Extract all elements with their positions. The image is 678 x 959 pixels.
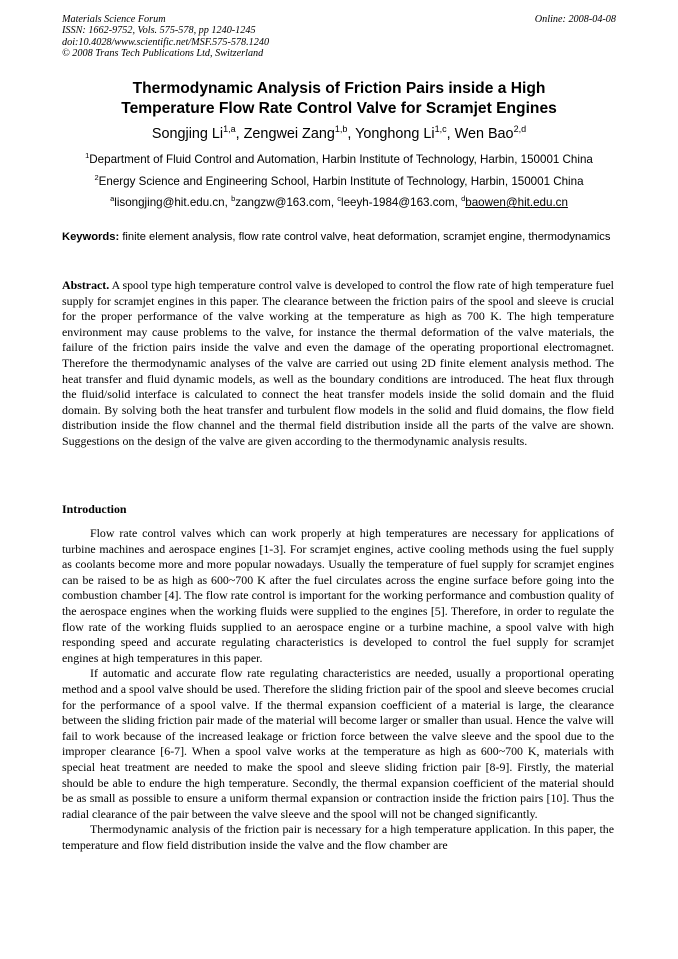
doi-line[interactable]: doi:10.4028/www.scientific.net/MSF.575-578.1240 (62, 36, 270, 48)
title-line-2: Temperature Flow Rate Control Valve for Scramjet Engines (121, 99, 557, 117)
issn-line: ISSN: 1662-9752, Vols. 575-578, pp 1240-1245 (62, 25, 256, 37)
online-date: Online: 2008-04-08 (534, 14, 616, 25)
introduction-body (62, 526, 614, 853)
author-name: Zengwei Zang (243, 126, 335, 142)
email-sup: a (110, 194, 115, 204)
abstract-label: Abstract. (62, 278, 110, 292)
email-line: $^a$lisongjing@hit.edu.cn, $^b$zangzw@163.com, $^c$leeyh-1984@163.com, $^d$baowen@hit.edu.cn (110, 194, 568, 209)
email-c: leeyh-1984@163.com (341, 196, 455, 209)
paragraph: Flow rate control valves which can work properly at high temperatures are necessary for applications of turbine machines and aerospace engines [1-3]. For scramjet engines, active cooling methods using the fuel supply as coolants become more and more popular nowadays. Usually the temperature of fuel supply for scramjet engines can be raised to be as high as 600~700 K after the fuel circulates across the engine surface before going into the combustion chamber [4]. The flow rate control is important for the working performance and combustion quality of the aerospace engines when the working fluids were supplied to the engines [5]. Therefore, in order to regulate the flow rate of the working fluids supplied to an aerospace engine or a turbine machine, a spool valve with high responding speed and accurate regulating characteristics is developed to control the fuel supply for scramjet engines at high temperatures in this paper. (62, 526, 614, 665)
email-a: lisongjing@hit.edu.cn (114, 196, 225, 209)
author-sup: 2,d (513, 123, 527, 134)
keywords-block (62, 231, 614, 245)
journal-header (62, 14, 269, 59)
email-sup: d (461, 194, 466, 204)
paragraph: Thermodynamic analysis of the friction pair is necessary for a high temperature application. In this paper, the temperature and flow field distribution inside the valve and the flow chamber are (62, 822, 614, 852)
abstract-text: A spool type high temperature control valve is developed to control the flow rate of high temperature fuel supply for scramjet engines in this paper. The clearance between the friction pairs of the spool and sleeve is crucial for the proper performance of the valve working at the temperature as high as 700 K. The high temperature environment may cause problems to the valve, for instance the thermal deformation of the valve materials, the failure of the friction pairs inside the valve and even the damage of the operating proportional electromagnet. Therefore the thermodynamic analyses of the valve are carried out using 2D finite element analysis method. The heat transfer and fluid dynamic models, as well as the boundary conditions are introduced. The heat flux through the fluid/solid interface is calculated to connect the heat transfer models inside the solid domain and the fluid domain. By solving both the heat transfer and turbulent flow models in the solid and fluid domains, the flow field distribution inside the flow channel and the thermal field distribution inside all the parts of the valve are shown. Suggestions on the design of the valve are given according to the thermodynamic analysis results. (62, 278, 614, 448)
affiliation-1 (60, 153, 618, 167)
author-sup: 1,c (434, 123, 447, 134)
affiliation-text: Department of Fluid Control and Automation, Harbin Institute of Technology, Harbin, 150001 China (89, 153, 593, 166)
title-line-1: Thermodynamic Analysis of Friction Pairs inside a High (132, 80, 546, 97)
affiliation-sup: 1 (85, 151, 90, 161)
affiliation-2 (60, 175, 618, 189)
introduction-heading: Introduction (62, 502, 127, 516)
email-d-link[interactable]: baowen@hit.edu.cn (465, 196, 568, 209)
author-name: Songjing Li (151, 126, 224, 142)
author-name: Wen Bao (454, 126, 514, 142)
affiliation-text: Energy Science and Engineering School, Harbin Institute of Technology, Harbin, 150001 China (98, 175, 584, 188)
keywords-label: Keywords: (62, 231, 120, 243)
author-sup: 1,b (334, 123, 348, 134)
email-b: zangzw@163.com (235, 196, 331, 209)
keywords-text: finite element analysis, flow rate control valve, heat deformation, scramjet engine, thermodynamics (122, 231, 611, 243)
author-list: Songjing Li$^{1,a}$, Zengwei Zang$^{1,b}$, Yonghong Li$^{1,c}$, Wen Bao$^{2,d}$ (151, 123, 527, 142)
abstract-block (62, 278, 614, 450)
journal-name: Materials Science Forum (62, 14, 166, 25)
affiliation-sup: 2 (94, 173, 99, 183)
paragraph: If automatic and accurate flow rate regulating characteristics are needed, usually a proportional operating method and a spool valve should be used. Therefore the sliding friction pair of the spool and sleeve becomes crucial for the performance of a spool valve. If the thermal expansion coefficient of a material is large, the clearance between the sliding friction pair made of the material will become larger or smaller than usual. Hence the valve will fail to work because of the increased leakage or friction force between the valve sleeve and the spool due to the improper clearance [6-7]. When a spool valve works at the temperature as high as 600~700 K, materials with special heat treatment are needed to make the spool and sleeve sliding friction pair [8-9]. Firstly, the material should be able to endure the high temperature. Secondly, the thermal expansion coefficient of the material should be as small as possible to ensure a uniform thermal expansion or contraction inside the friction pairs [10]. Thus the radial clearance of the pair between the valve sleeve and the spool will not be changed significantly. (62, 666, 614, 821)
author-name: Yonghong Li (355, 126, 435, 142)
email-sup: b (231, 194, 236, 204)
email-sup: c (337, 194, 342, 204)
paper-title (60, 79, 618, 118)
author-sup: 1,a (223, 123, 236, 134)
copyright-line: © 2008 Trans Tech Publications Ltd, Switzerland (62, 47, 264, 59)
